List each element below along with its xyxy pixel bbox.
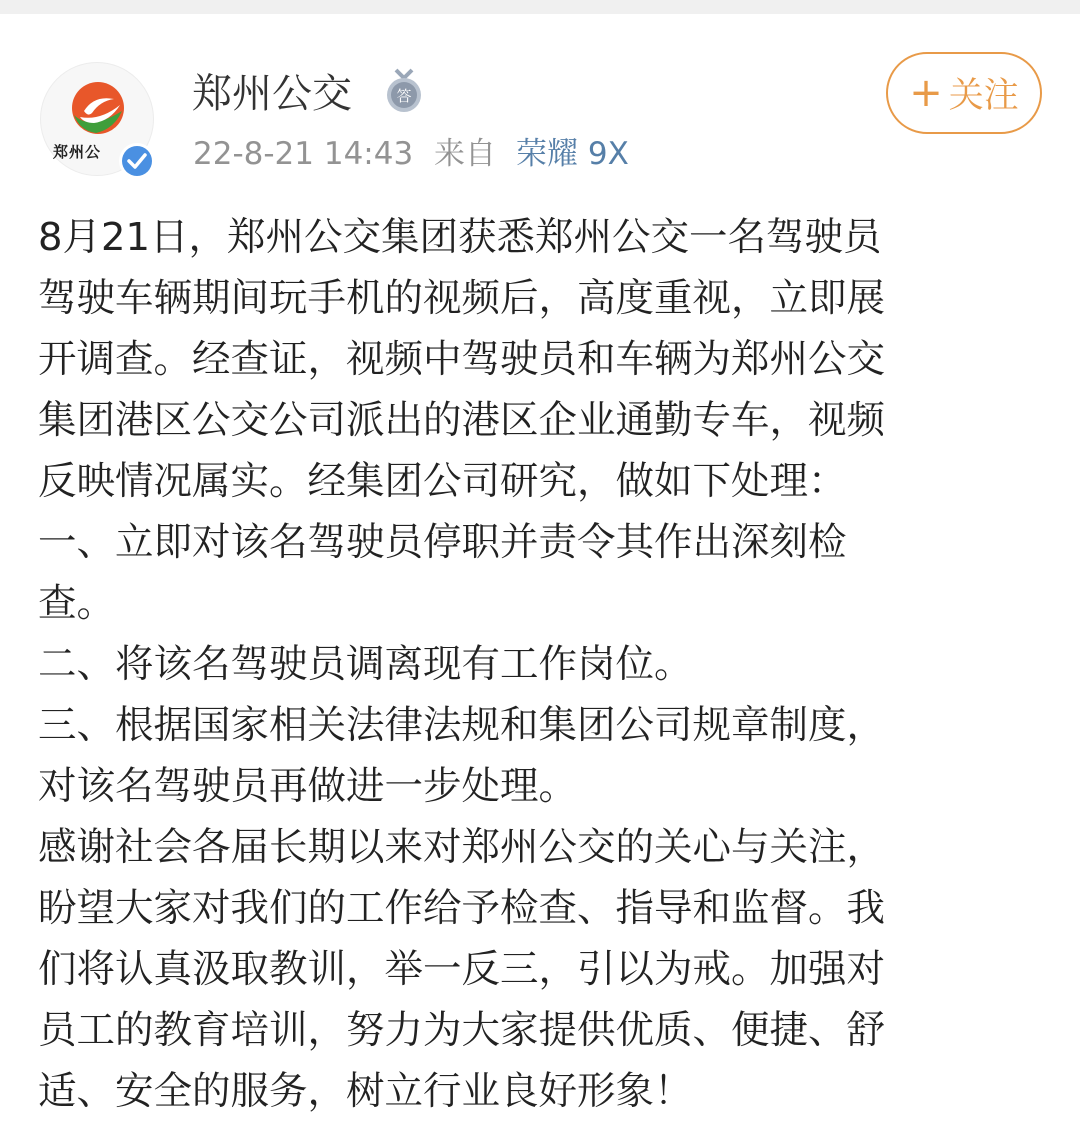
post-timestamp: 22-8-21 14:43 — [193, 136, 414, 172]
avatar-text: 郑州公 — [53, 143, 102, 161]
status-bar-strip — [0, 0, 1080, 14]
verified-icon — [118, 142, 156, 180]
plus-icon: + — [909, 70, 943, 116]
post-text-line: 驾驶车辆期间玩手机的视频后，高度重视，立即展 — [38, 276, 886, 321]
post-text-line: 开调查。经查证，视频中驾驶员和车辆为郑州公交 — [38, 337, 886, 382]
post-text-line: 们将认真汲取教训，举一反三，引以为戒。加强对 — [38, 947, 886, 992]
svg-text:答: 答 — [396, 87, 412, 105]
post-text-line: 查。 — [38, 581, 116, 626]
post-text-line: 适、安全的服务，树立行业良好形象！ — [38, 1069, 693, 1114]
post-text-line: 盼望大家对我们的工作给予检查、指导和监督。我 — [38, 886, 886, 931]
post-text-line: 反映情况属实。经集团公司研究，做如下处理： — [38, 459, 847, 504]
post-header — [0, 14, 1080, 194]
post-device-link[interactable]: 荣耀 9X — [516, 136, 629, 172]
post-text-line: 一、立即对该名驾驶员停职并责令其作出深刻检 — [38, 520, 847, 565]
medal-icon — [384, 68, 424, 114]
post-text-line: 对该名驾驶员再做进一步处理。 — [38, 764, 578, 809]
post-text-line: 三、根据国家相关法律法规和集团公司规章制度， — [38, 703, 886, 748]
bus-company-logo-icon — [70, 81, 126, 135]
post-body — [38, 207, 1038, 1122]
follow-button[interactable] — [886, 52, 1042, 134]
post-text-line: 8月21日，郑州公交集团获悉郑州公交一名驾驶员 — [38, 215, 882, 260]
username[interactable]: 郑州公交 — [192, 71, 352, 117]
post-text-line: 二、将该名驾驶员调离现有工作岗位。 — [38, 642, 693, 687]
post-text-line: 集团港区公交公司派出的港区企业通勤专车，视频 — [38, 398, 886, 443]
post-source-label: 来自 — [434, 136, 496, 172]
post-text-line: 员工的教育培训，努力为大家提供优质、便捷、舒 — [38, 1008, 886, 1053]
post-text-line: 感谢社会各届长期以来对郑州公交的关心与关注， — [38, 825, 886, 870]
follow-button-label: 关注 — [948, 76, 1019, 116]
